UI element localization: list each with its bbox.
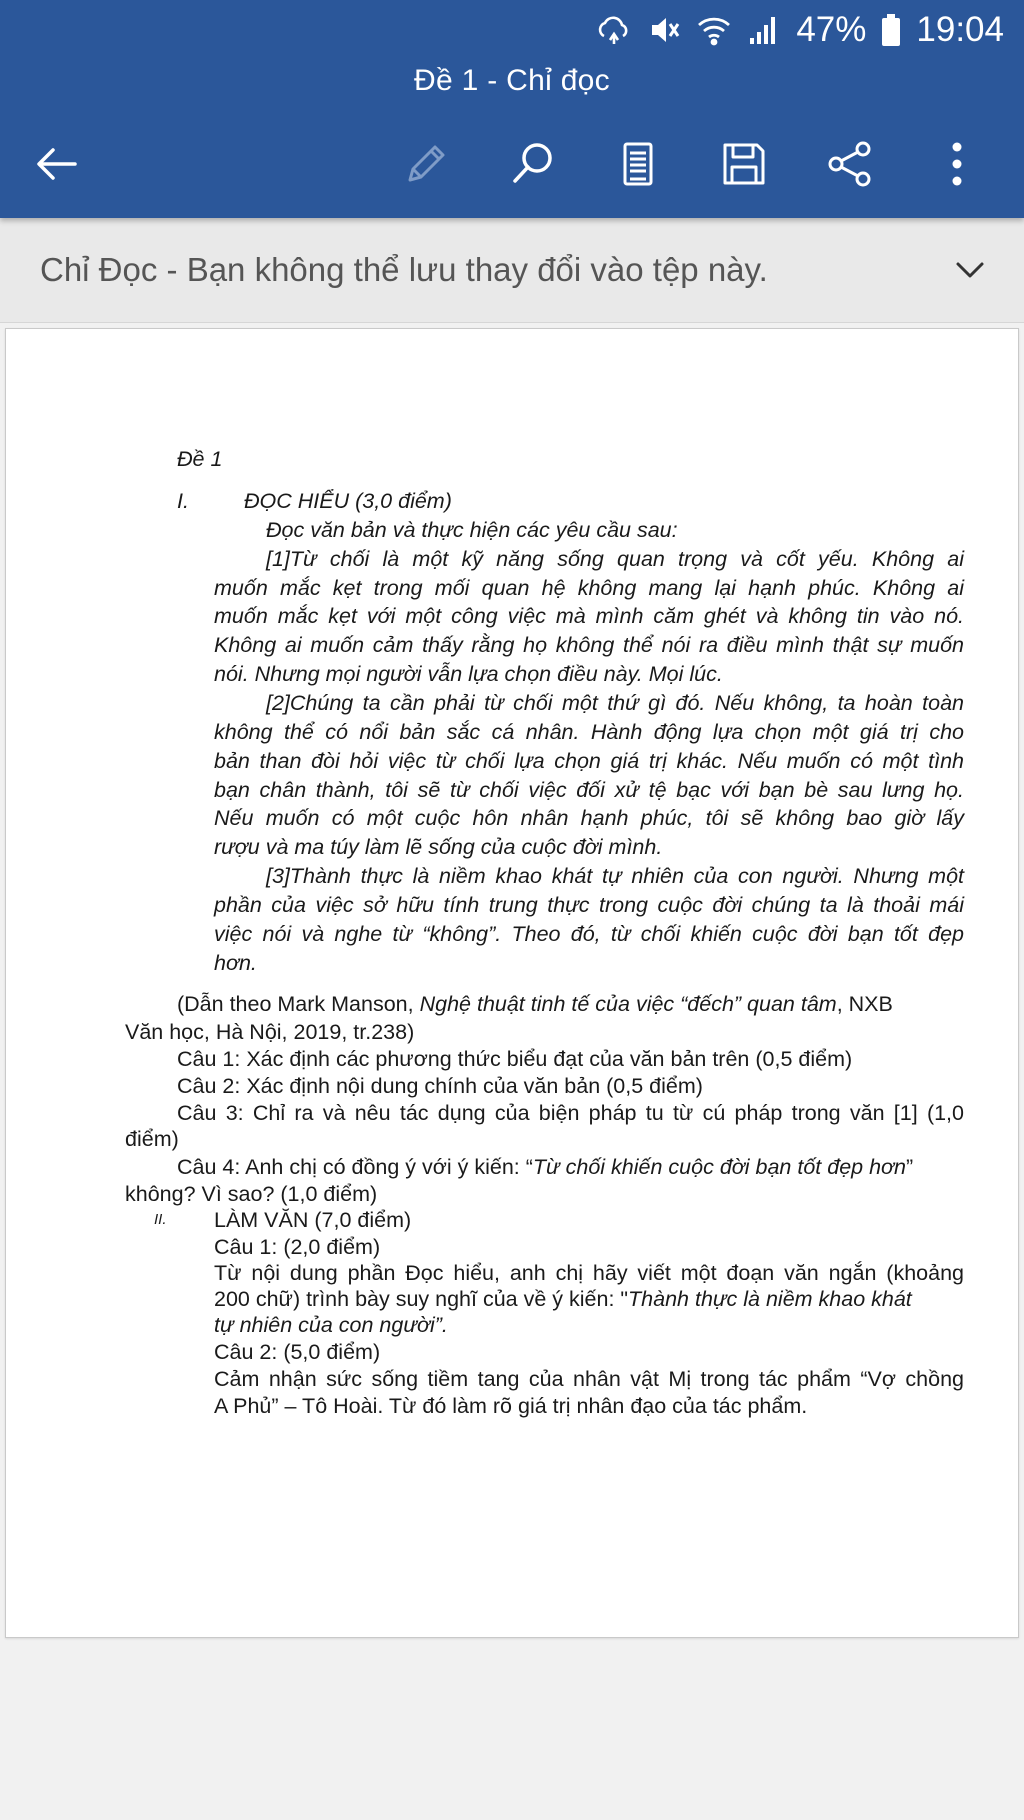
search-icon	[507, 138, 559, 190]
chevron-down-icon[interactable]	[950, 252, 990, 288]
search-button[interactable]	[503, 134, 563, 194]
battery-percent: 47%	[796, 10, 867, 49]
essay-q2-label: Câu 2: (5,0 điểm)	[214, 1340, 381, 1364]
p1-line: muốn mắc kẹt trong mối quan hệ không mang lại hạnh phúc. Không ai	[214, 576, 964, 600]
question-1: Câu 1: Xác định các phương thức biểu đạt của văn bản trên (0,5 điểm)	[177, 1047, 853, 1071]
p2-line: rượu và ma túy làm lẽ sống của cuộc đời mình.	[214, 835, 663, 859]
question-2: Câu 2: Xác định nội dung chính của văn bản (0,5 điểm)	[177, 1074, 703, 1098]
essay-q1-label: Câu 1: (2,0 điểm)	[214, 1235, 381, 1259]
p2-line: bạn chân thành, tôi sẽ từ chối việc đối xử tệ bạc với bạn bè sau lưng họ.	[214, 778, 964, 802]
doc-title: Đề 1	[177, 447, 223, 471]
citation: (Dẫn theo Mark Manson, Nghệ thuật tinh tế của việc “đếch” quan tâm, NXB	[177, 992, 893, 1016]
signal-icon	[746, 12, 782, 48]
section1-heading: ĐỌC HIỂU (3,0 điểm)	[244, 489, 452, 513]
p1-line: muốn mắc kẹt với một công việc mà mình căm ghét và không tin vào nó.	[214, 604, 964, 628]
more-options-button[interactable]	[927, 134, 987, 194]
essay-q2-line: A Phủ” – Tô Hoài. Từ đó làm rõ giá trị nhân đạo của tác phẩm.	[214, 1394, 808, 1418]
question-3: Câu 3: Chỉ ra và nêu tác dụng của biện pháp tu từ cú pháp trong văn [1] (1,0	[177, 1101, 964, 1125]
p2-line: bản than đòi hỏi việc từ chối lựa chọn giá trị khác. Nếu muốn có một tình	[214, 749, 964, 773]
reading-view-button[interactable]	[608, 134, 668, 194]
document-title: Đề 1 - Chỉ đọc	[414, 64, 610, 97]
battery-icon	[880, 12, 902, 48]
sync-icon	[596, 12, 632, 48]
citation-line2: Văn học, Hà Nội, 2019, tr.238)	[125, 1020, 415, 1044]
read-only-banner[interactable]	[0, 218, 1024, 323]
reading-view-icon	[612, 138, 664, 190]
essay-q1-line: 200 chữ) trình bày suy nghĩ của về ý kiến: "Thành thực là niềm khao khát	[214, 1287, 912, 1311]
section1-number: I.	[177, 489, 189, 513]
essay-q1-line: tự nhiên của con người”.	[214, 1313, 448, 1337]
p3-line: việc nói và nghe từ “không”. Theo đó, từ chối khiến cuộc đời bạn tốt đẹp	[214, 922, 964, 946]
essay-q1-line: Từ nội dung phần Đọc hiểu, anh chị hãy viết một đoạn văn ngắn (khoảng	[214, 1261, 964, 1285]
more-vert-icon	[931, 138, 983, 190]
edit-button[interactable]	[396, 134, 456, 194]
edit-pencil-icon	[400, 138, 452, 190]
share-button[interactable]	[820, 134, 880, 194]
section1-instruction: Đọc văn bản và thực hiện các yêu cầu sau:	[266, 518, 678, 542]
p3-line: [3]Thành thực là niềm khao khát tự nhiên của con người. Nhưng một	[266, 864, 964, 888]
question-4-cont: không? Vì sao? (1,0 điểm)	[125, 1182, 378, 1206]
app-bar	[0, 0, 1024, 218]
document-page[interactable]	[5, 328, 1019, 1638]
share-icon	[824, 138, 876, 190]
section2-number: II.	[154, 1211, 167, 1228]
back-arrow-icon	[31, 138, 83, 190]
wifi-icon	[696, 12, 732, 48]
essay-q2-line: Cảm nhận sức sống tiềm tang của nhân vật Mị trong tác phẩm “Vợ chồng	[214, 1367, 964, 1391]
question-3-cont: điểm)	[125, 1127, 179, 1151]
document-body	[6, 329, 1018, 1637]
question-4: Câu 4: Anh chị có đồng ý với ý kiến: “Từ chối khiến cuộc đời bạn tốt đẹp hơn”	[177, 1155, 914, 1179]
p2-line: Nếu muốn có một cuộc hôn nhân hạnh phúc, tôi sẽ không bao giờ lấy	[214, 806, 964, 830]
section2-heading: LÀM VĂN (7,0 điểm)	[214, 1208, 412, 1232]
p2-line: không thể có nổi bản sắc cá nhân. Hành động lựa chọn một giá trị cho	[214, 720, 964, 744]
p1-line: nói. Nhưng mọi người vẫn lựa chọn điều này. Mọi lúc.	[214, 662, 723, 686]
p2-line: [2]Chúng ta cần phải từ chối một thứ gì đó. Nếu không, ta hoàn toàn	[266, 691, 964, 715]
p3-line: hơn.	[214, 951, 257, 975]
clock: 19:04	[916, 10, 1004, 49]
status-bar	[596, 10, 1004, 50]
p1-line: [1]Từ chối là một kỹ năng sống quan trọng và cốt yếu. Không ai	[266, 547, 964, 571]
p1-line: Không ai muốn cảm thấy rằng họ không thể nói ra điều mình thật sự muốn	[214, 633, 964, 657]
read-only-message: Chỉ Đọc - Bạn không thể lưu thay đổi vào tệp này.	[40, 251, 768, 288]
mute-vibrate-icon	[646, 12, 682, 48]
save-icon	[718, 138, 770, 190]
back-button[interactable]	[27, 134, 87, 194]
save-button[interactable]	[714, 134, 774, 194]
p3-line: phần của việc sở hữu tính trung thực trong cuộc đời chúng ta là thoải mái	[214, 893, 964, 917]
